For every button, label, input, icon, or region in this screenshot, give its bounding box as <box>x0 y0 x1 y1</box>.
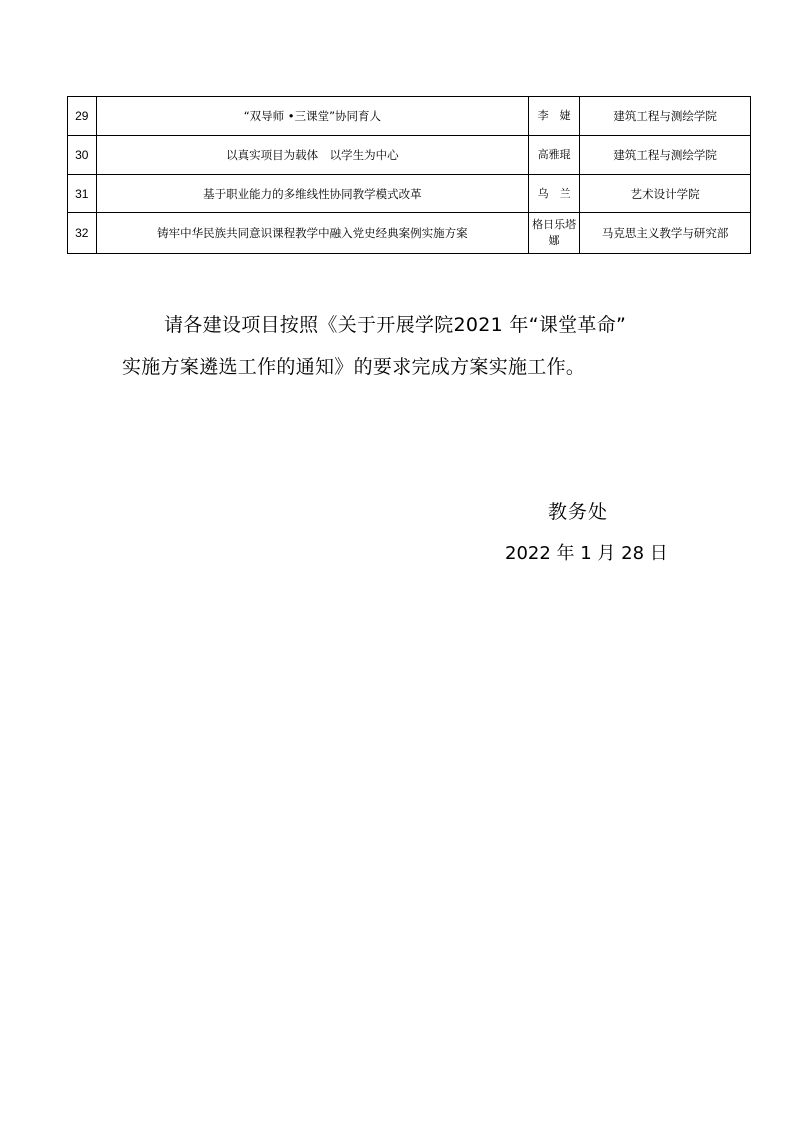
project-department: 艺术设计学院 <box>580 175 751 213</box>
table-row <box>68 97 751 136</box>
notice-line-2: 实施方案遴选工作的通知》的要求完成方案实施工作。 <box>122 356 586 378</box>
project-leader: 格日乐塔娜 <box>529 213 580 254</box>
project-department: 建筑工程与测绘学院 <box>580 97 751 136</box>
project-title: 以真实项目为载体 以学生为中心 <box>96 136 528 175</box>
table-row <box>68 175 751 213</box>
table-row <box>68 213 751 254</box>
issue-date: 2022 年 1 月 28 日 <box>505 543 668 564</box>
issuing-office: 教务处 <box>548 501 609 523</box>
project-leader: 高雅琨 <box>529 136 580 175</box>
project-title: “双导师 •三课堂”协同育人 <box>96 97 528 136</box>
row-number: 32 <box>68 213 97 254</box>
row-number: 29 <box>68 97 97 136</box>
project-table <box>67 96 751 254</box>
project-title: 铸牢中华民族共同意识课程教学中融入党史经典案例实施方案 <box>96 213 528 254</box>
table-row <box>68 136 751 175</box>
project-title: 基于职业能力的多维线性协同教学模式改革 <box>96 175 528 213</box>
project-leader: 乌 兰 <box>529 175 580 213</box>
project-leader: 李 婕 <box>529 97 580 136</box>
row-number: 30 <box>68 136 97 175</box>
row-number: 31 <box>68 175 97 213</box>
project-department: 建筑工程与测绘学院 <box>580 136 751 175</box>
project-department: 马克思主义教学与研究部 <box>580 213 751 254</box>
notice-line-1: 请各建设项目按照《关于开展学院2021 年“课堂革命” <box>164 314 627 336</box>
